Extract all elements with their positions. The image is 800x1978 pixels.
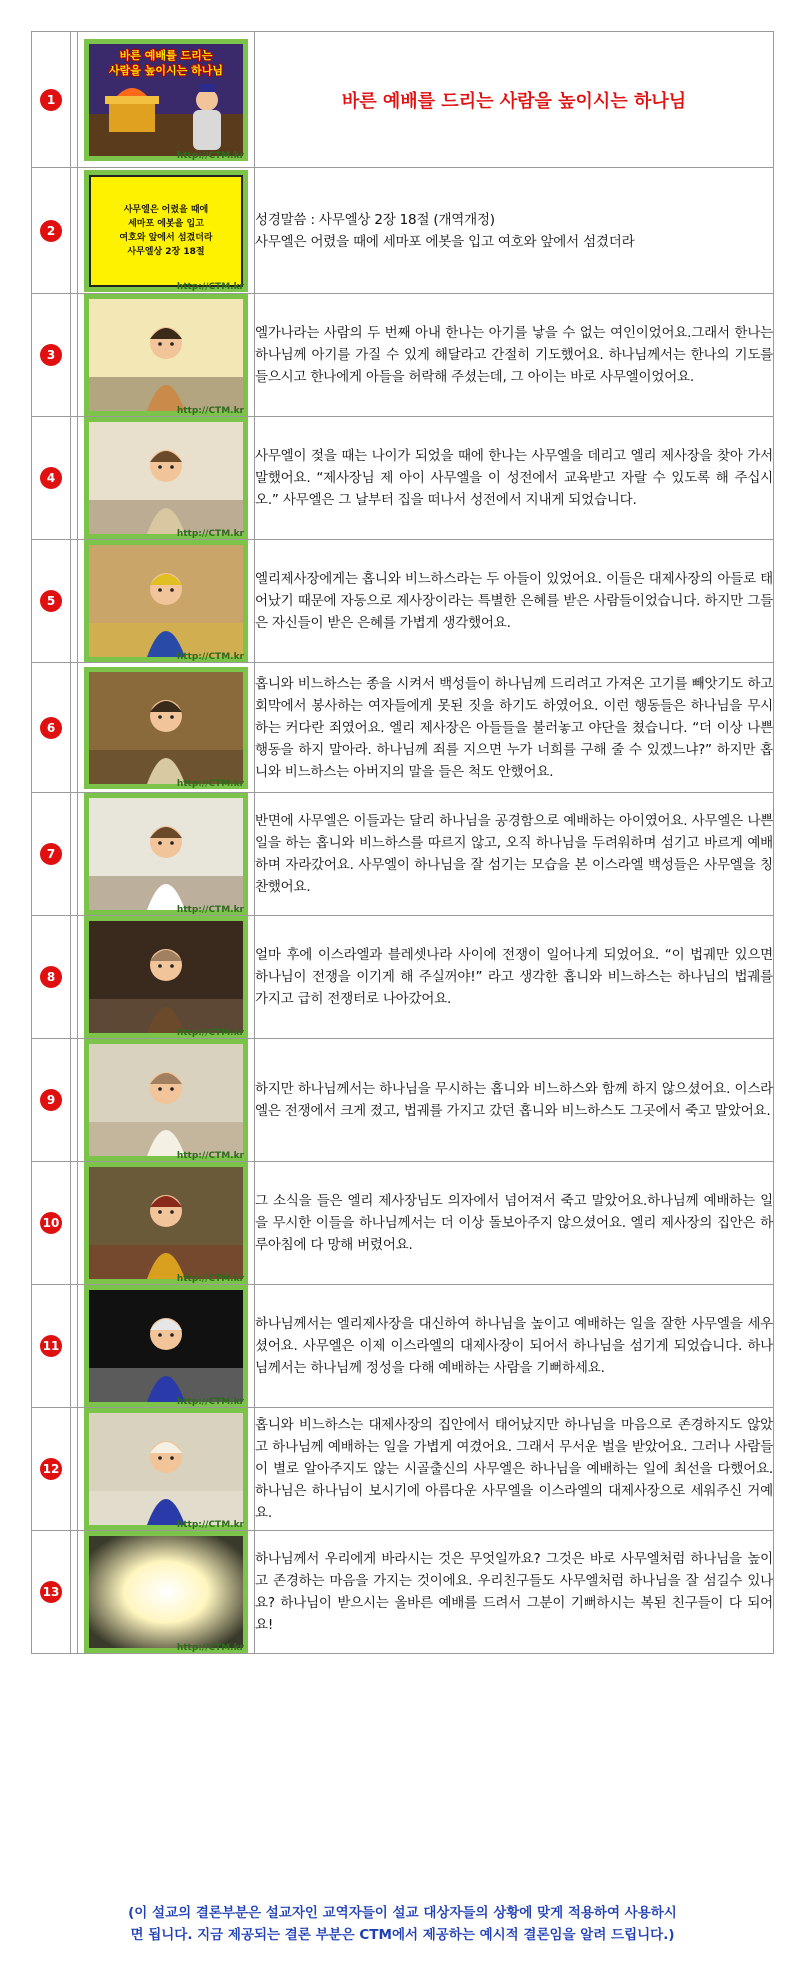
lesson-row [32,417,774,540]
slide-watermark: http://CTM.kr [176,1520,244,1530]
slide-watermark: http://CTM.kr [176,406,244,416]
story-illustration [89,798,243,910]
conclusion-note [31,1902,774,1946]
story-text: 하나님께서 우리에게 바라시는 것은 무엇일까요? 그것은 바로 사무엘처럼 하나님을 높이고 존경하는 마음을 가지는 것이에요. 우리친구들도 사무엘처럼 하나님을 잘 섬길수 있나요? 하나님이 받으시는 올바른 예배를 드려서 그분이 기뻐하시는 복된 친구들이 다 되어요! [255,1551,773,1633]
story-illustration [89,545,243,657]
lesson-row [32,1408,774,1531]
story-text: 반면에 사무엘은 이들과는 달리 하나님을 공경함으로 예배하는 아이였어요. 사무엘은 나쁜 일을 하는 홉니와 비느하스를 따르지 않고, 오직 하나님을 두려워하며 섬기고 바르게 예배하며 자라갔어요. 사무엘이 하나님을 잘 섬기는 모습을 본 이스라엘 백성들은 사무엘을 칭찬했어요. [255,813,773,895]
slide-thumbnail [84,1162,248,1284]
lesson-row [32,1285,774,1408]
story-illustration [89,1290,243,1402]
lesson-sheet [31,31,774,1654]
row-number-badge: 11 [40,1335,62,1357]
lesson-row [32,793,774,916]
slide-thumbnail [84,1408,248,1530]
verse-slide [89,175,243,287]
slide-thumbnail [84,793,248,915]
slide-watermark: http://CTM.kr [176,905,244,915]
lesson-row [32,540,774,663]
row-number-badge: 9 [40,1089,62,1111]
verse-slide-line: 사무엘상 2장 18절 [127,246,205,257]
verse-reference: 성경말씀 : 사무엘상 2장 18절 (개역개정) [255,211,495,228]
lesson-row [32,663,774,793]
slide-watermark: http://CTM.kr [176,1274,244,1284]
slide-thumbnail [84,1531,248,1653]
slide-watermark: http://CTM.kr [176,1028,244,1038]
conclusion-note-line: 면 됩니다. 지금 제공되는 결론 부분은 CTM에서 제공하는 예시적 결론임을 알려 드립니다.) [130,1927,675,1943]
slide-thumbnail [84,294,248,416]
story-text: 사무엘이 젖을 때는 나이가 되었을 때에 한나는 사무엘을 데리고 엘리 제사장을 찾아 가서 말했어요. “제사장님 제 아이 사무엘을 이 성전에서 교육받고 자랄 수 있도록 해 주십시오.” 사무엘은 그 날부터 집을 떠나서 성전에서 지내게 되었습니다. [255,448,773,508]
row-number-badge: 10 [40,1212,62,1234]
story-illustration [89,299,243,411]
story-text: 엘가나라는 사람의 두 번째 아내 한나는 아기를 낳을 수 없는 여인이었어요.그래서 한나는 하나님께 아기를 가질 수 있게 해달라고 간절히 기도했어요. 하나님께서는 한나의 기도를 들으시고 한나에게 아들을 허락해 주셨는데, 그 아이는 바로 사무엘이었어요. [255,325,773,385]
slide-title-line: 바른 예배를 드리는 [119,48,213,62]
story-text: 하나님께서는 엘리제사장을 대신하여 하나님을 높이고 예배하는 일을 잘한 사무엘을 세우셨어요. 사무엘은 이제 이스라엘의 대제사장이 되어서 하나님을 섬기게 되었습니다. 하나님께서는 하나님께 정성을 다해 예배하는 사람을 기뻐하세요. [255,1316,773,1376]
row-number-badge: 13 [40,1581,62,1603]
row-number-badge: 2 [40,220,62,242]
slide-watermark: http://CTM.kr [176,1397,244,1407]
row-number-badge: 12 [40,1458,62,1480]
slide-watermark: http://CTM.kr [176,652,244,662]
slide-thumbnail [84,417,248,539]
story-text: 얼마 후에 이스라엘과 블레셋나라 사이에 전쟁이 일어나게 되었어요. “이 법궤만 있으면 하나님이 전쟁을 이기게 해 주실꺼야!” 라고 생각한 홉니와 비느하스는 하나님의 법궤를 가지고 급히 전쟁터로 나아갔어요. [255,947,773,1007]
story-illustration [89,422,243,534]
story-illustration [89,1044,243,1156]
verse-text: 사무엘은 어렸을 때에 세마포 에봇을 입고 여호와 앞에서 섬겼더라 [255,233,635,250]
slide-watermark: http://CTM.kr [176,1643,244,1653]
row-number-badge: 8 [40,966,62,988]
story-text: 그 소식을 들은 엘리 제사장님도 의자에서 넘어져서 죽고 말았어요.하나님께 예배하는 일을 무시한 이들을 하나님께서는 더 이상 돌보아주지 않으셨어요. 엘리 제사장의 집안은 하루아침에 다 망해 버렸어요. [255,1193,773,1253]
lesson-row [32,1531,774,1654]
lesson-table [31,31,774,1654]
story-text: 홉니와 비느하스는 종을 시켜서 백성들이 하나님께 드리려고 가져온 고기를 빼앗기도 하고 회막에서 봉사하는 여자들에게 못된 짓을 하기도 하였어요. 이런 행동들은 하나님을 무시하는 커다란 죄였어요. 엘리 제사장은 아들들을 불러놓고 야단을 쳤습니다. “더 이상 나쁜 행동을 하지 말아라. 하나님께 죄를 지으면 누가 너희를 구해 줄 수 있겠느냐?” 하지만 홉니와 비느하스는 아버지의 말을 들은 척도 안했어요. [255,675,773,780]
conclusion-note-line: (이 설교의 결론부분은 설교자인 교역자들이 설교 대상자들의 상황에 맞게 적용하여 사용하시 [128,1905,677,1921]
light-burst-illustration [89,1536,243,1648]
story-illustration [89,921,243,1033]
slide-thumbnail [84,1039,248,1161]
slide-thumbnail [84,916,248,1038]
slide-thumbnail [84,1285,248,1407]
row-number-badge: 1 [40,89,62,111]
slide-watermark: http://CTM.kr [176,150,244,161]
slide-thumbnail [84,667,248,789]
row-number-badge: 5 [40,590,62,612]
slide-title-line: 사람을 높이시는 하나님 [109,63,223,77]
slide-watermark: http://CTM.kr [176,778,244,789]
verse-slide-line: 세마포 에봇을 입고 [128,218,204,229]
row-number-badge: 7 [40,843,62,865]
story-illustration [89,672,243,784]
lesson-row-verse [32,168,774,294]
story-illustration [89,1413,243,1525]
story-illustration [89,1167,243,1279]
lesson-row [32,916,774,1039]
slide-thumbnail [84,540,248,662]
lesson-row-title [32,32,774,168]
story-text: 엘리제사장에게는 홉니와 비느하스라는 두 아들이 있었어요. 이들은 대제사장의 아들로 태어났기 때문에 자동으로 제사장이라는 특별한 은혜를 받은 사람들이었습니다. 하지만 그들은 자신들이 받은 은혜를 가볍게 생각했어요. [255,571,773,631]
lesson-row [32,1162,774,1285]
row-number-badge: 3 [40,344,62,366]
sermon-title: 바른 예배를 드리는 사람을 높이시는 하나님 [341,90,687,112]
slide-watermark: http://CTM.kr [176,1151,244,1161]
row-number-badge: 4 [40,467,62,489]
verse-slide-line: 여호와 앞에서 섬겼더라 [119,232,213,243]
story-text: 홉니와 비느하스는 대제사장의 집안에서 태어났지만 하나님을 마음으로 존경하지도 않았고 하나님께 예배하는 일을 가볍게 여겼어요. 그래서 무서운 벌을 받았어요. 그러나 사람들이 별로 알아주지도 않는 시골출신의 사무엘은 하나님을 예배하는 일에 최선을 다했어요. 하나님은 하나님이 보시기에 아름다운 사무엘을 이스라엘의 대제사장으로 세워주신 거예요. [255,1417,773,1521]
verse-slide-line: 사무엘은 어렸을 때에 [123,204,209,215]
slide-watermark: http://CTM.kr [176,281,244,292]
lesson-row [32,294,774,417]
lesson-row [32,1039,774,1162]
slide-thumbnail [84,39,248,161]
row-number-badge: 6 [40,717,62,739]
slide-watermark: http://CTM.kr [176,529,244,539]
story-text: 하지만 하나님께서는 하나님을 무시하는 홉니와 비느하스와 함께 하지 않으셨어요. 이스라엘은 전쟁에서 크게 졌고, 법궤를 가지고 갔던 홉니와 비느하스도 그곳에서 죽고 말았어요. [255,1081,773,1119]
slide-thumbnail [84,170,248,292]
